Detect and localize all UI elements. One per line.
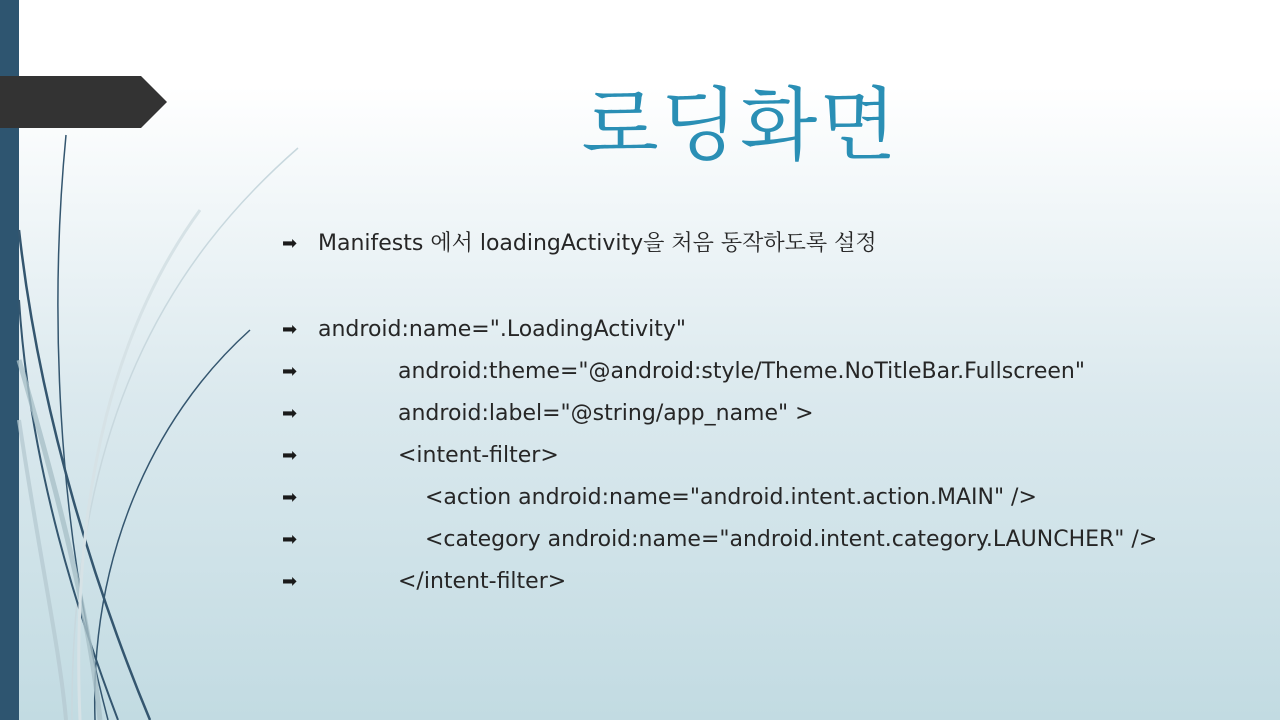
bullet-arrow-icon: ➡ — [282, 445, 298, 466]
arrow-tab-shape — [0, 76, 167, 128]
bullet-text: <action android:name="android.intent.action.MAIN" /> — [425, 485, 1037, 510]
bullet-arrow-icon: ➡ — [282, 319, 298, 340]
bullet-text: <category android:name="android.intent.category.LAUNCHER" /> — [425, 527, 1158, 552]
bullet-text: android:theme="@android:style/Theme.NoTitleBar.Fullscreen" — [398, 359, 1085, 384]
bullet-arrow-icon: ➡ — [282, 233, 298, 254]
bullet-text: </intent-filter> — [398, 569, 567, 594]
bullet-arrow-icon: ➡ — [282, 403, 298, 424]
bullet-arrow-icon: ➡ — [282, 529, 298, 550]
bullet-arrow-icon: ➡ — [282, 571, 298, 592]
bullet-text: <intent-filter> — [398, 443, 559, 468]
slide-title: 로딩화면 — [581, 79, 899, 172]
bullet-text: Manifests 에서 loadingActivity을 처음 동작하도록 설정 — [318, 231, 877, 256]
bullet-arrow-icon: ➡ — [282, 487, 298, 508]
bullet-text: android:name=".LoadingActivity" — [318, 317, 687, 342]
bullet-text: android:label="@string/app_name" > — [398, 401, 814, 426]
bullet-arrow-icon: ➡ — [282, 361, 298, 382]
